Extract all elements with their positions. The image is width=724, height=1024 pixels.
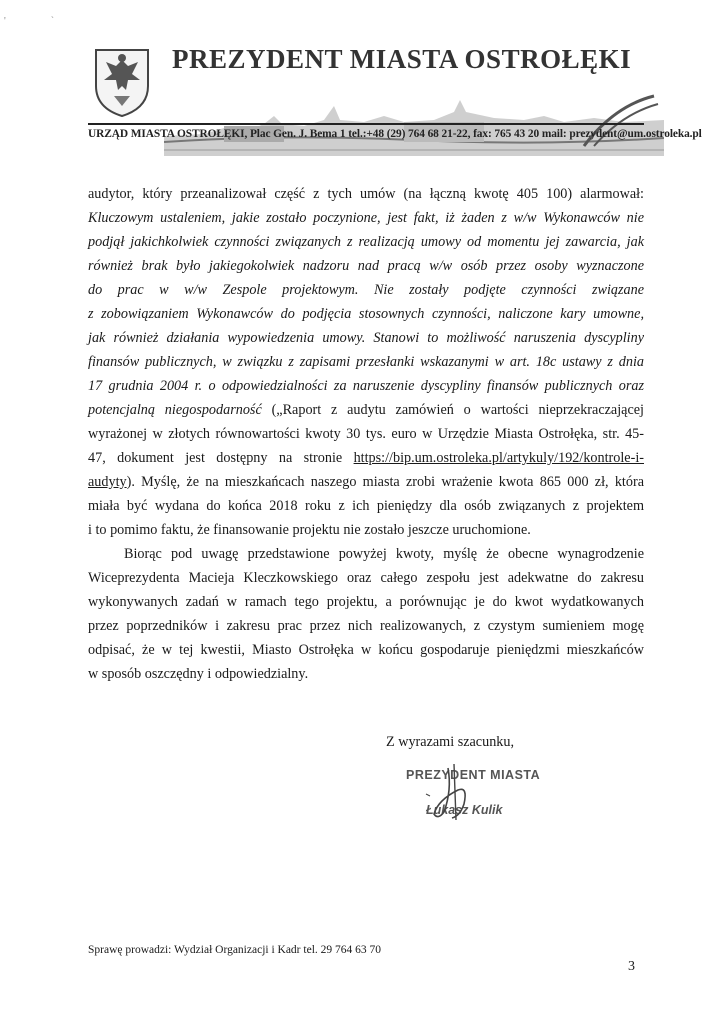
body-text-segment: z zobowiązaniem Wykonawców do podjęcia stosownych czynności, naliczone kary umowne, <box>88 306 644 322</box>
body-text-segment: odpisać, że w tej kwestii, Miasto Ostrołęka w końcu gospodaruje pieniędzmi mieszkańców <box>88 642 644 658</box>
body-line <box>88 374 644 398</box>
body-line <box>88 470 644 494</box>
body-text-segment: audytor, który przeanalizował część z tych umów (na łączną kwotę 405 100) alarmował: <box>88 186 644 202</box>
body-line <box>88 278 644 302</box>
body-line <box>88 662 644 686</box>
body-line <box>88 302 644 326</box>
body-text-segment: 47, dokument jest dostępny na stronie <box>88 450 354 466</box>
body-text-segment: 17 grudnia 2004 r. o odpowiedzialności za naruszenie dyscypliny finansów publicznych oraz <box>88 378 644 394</box>
body-line <box>88 518 644 542</box>
body-line <box>88 422 644 446</box>
body-line <box>88 398 644 422</box>
body-text-segment: do prac w w/w Zespole projektowym. Nie zostały podjęte czynności związane <box>88 282 644 298</box>
scan-mark: ' ` <box>4 16 55 27</box>
stamp-title: PREZYDENT MIASTA <box>406 768 541 782</box>
body-line <box>88 350 644 374</box>
bip-link[interactable]: audyty <box>88 474 127 490</box>
body-text-segment: podjął jakichkolwiek czynności związanych z realizacją umowy od momentu jej zawarcia, jak <box>88 234 644 250</box>
body-line <box>88 230 644 254</box>
body-text-segment: ). Myślę, że na mieszkańcach naszego miasta zrobi wrażenie kwota 865 000 zł, która <box>126 474 644 490</box>
letter-body <box>88 182 644 686</box>
body-line <box>88 326 644 350</box>
body-line <box>88 542 644 566</box>
city-crest-icon <box>92 46 152 118</box>
body-line <box>88 590 644 614</box>
body-line <box>88 182 644 206</box>
body-line <box>88 446 644 470</box>
body-text-segment: Wiceprezydenta Macieja Kleczkowskiego oraz całego zespołu jest adekwatne do zakresu <box>88 570 644 586</box>
body-text-segment: miała być wydana do końca 2018 roku z ich pieniędzy dla osób związanych z projektem <box>88 498 644 514</box>
page-number: 3 <box>628 959 635 974</box>
body-text-segment: potencjalną niegospodarność <box>88 402 262 418</box>
body-text-segment: w sposób oszczędny i odpowiedzialny. <box>88 666 309 682</box>
body-line <box>88 566 644 590</box>
body-text-segment: i to pomimo faktu, że finansowanie projektu nie zostało jeszcze uruchomione. <box>88 522 531 538</box>
closing-salutation: Z wyrazami szacunku, <box>386 734 515 750</box>
stamp-name: Łukasz Kulik <box>426 803 503 817</box>
body-text-segment: wyrażonej w złotych równowartości kwoty 30 tys. euro w Urzędzie Miasta Ostrołęka, str. 45- <box>88 426 644 442</box>
handwritten-signature <box>408 760 498 830</box>
letterhead-address: URZĄD MIASTA OSTROŁĘKI, Plac Gen. J. Bema 1 tel.:+48 (29) 764 68 21-22, fax: 765 43 20 mail: prezydent@um.ostroleka.pl <box>88 128 702 140</box>
body-line <box>88 638 644 662</box>
body-text-segment: Biorąc pod uwagę przedstawione powyżej kwoty, myślę że obecne wynagrodzenie <box>124 546 644 562</box>
body-line <box>88 254 644 278</box>
bip-link[interactable]: https://bip.um.ostroleka.pl/artykuly/192/kontrole-i- <box>353 450 644 466</box>
footer-contact: Sprawę prowadzi: Wydział Organizacji i Kadr tel. 29 764 63 70 <box>88 944 382 956</box>
body-text-segment: Kluczowym ustaleniem, jakie zostało poczynione, jest fakt, iż żaden z w/w Wykonawców nie <box>88 210 644 226</box>
body-text-segment: również brak było jakiegokolwiek nadzoru nad pracą w/w osób przez osoby wyznaczone <box>88 258 644 274</box>
body-text-segment: wykonywanych zadań w ramach tego projektu, a porównując je do kwot wydatkowanych <box>88 594 644 610</box>
body-line <box>88 494 644 518</box>
letterhead-title: PREZYDENT MIASTA OSTROŁĘKI <box>172 44 632 74</box>
body-line <box>88 614 644 638</box>
letterhead-rule <box>88 123 644 125</box>
body-text-segment: jak również działania wypowiedzenia umowy. Stanowi to możliwość naruszenia dyscypliny <box>88 330 644 346</box>
body-line <box>88 206 644 230</box>
body-text-segment: finansów publicznych, w związku z zapisami przesłanki wskazanymi w art. 18c ustawy z dnia <box>88 354 644 370</box>
body-text-segment: („Raport z audytu zamówień o wartości nieprzekraczającej <box>261 402 644 418</box>
city-skyline-illustration <box>164 76 664 156</box>
body-text-segment: przez poprzedników i zakresu prac przez nich realizowanych, z czystym sumieniem mogę <box>88 618 644 634</box>
